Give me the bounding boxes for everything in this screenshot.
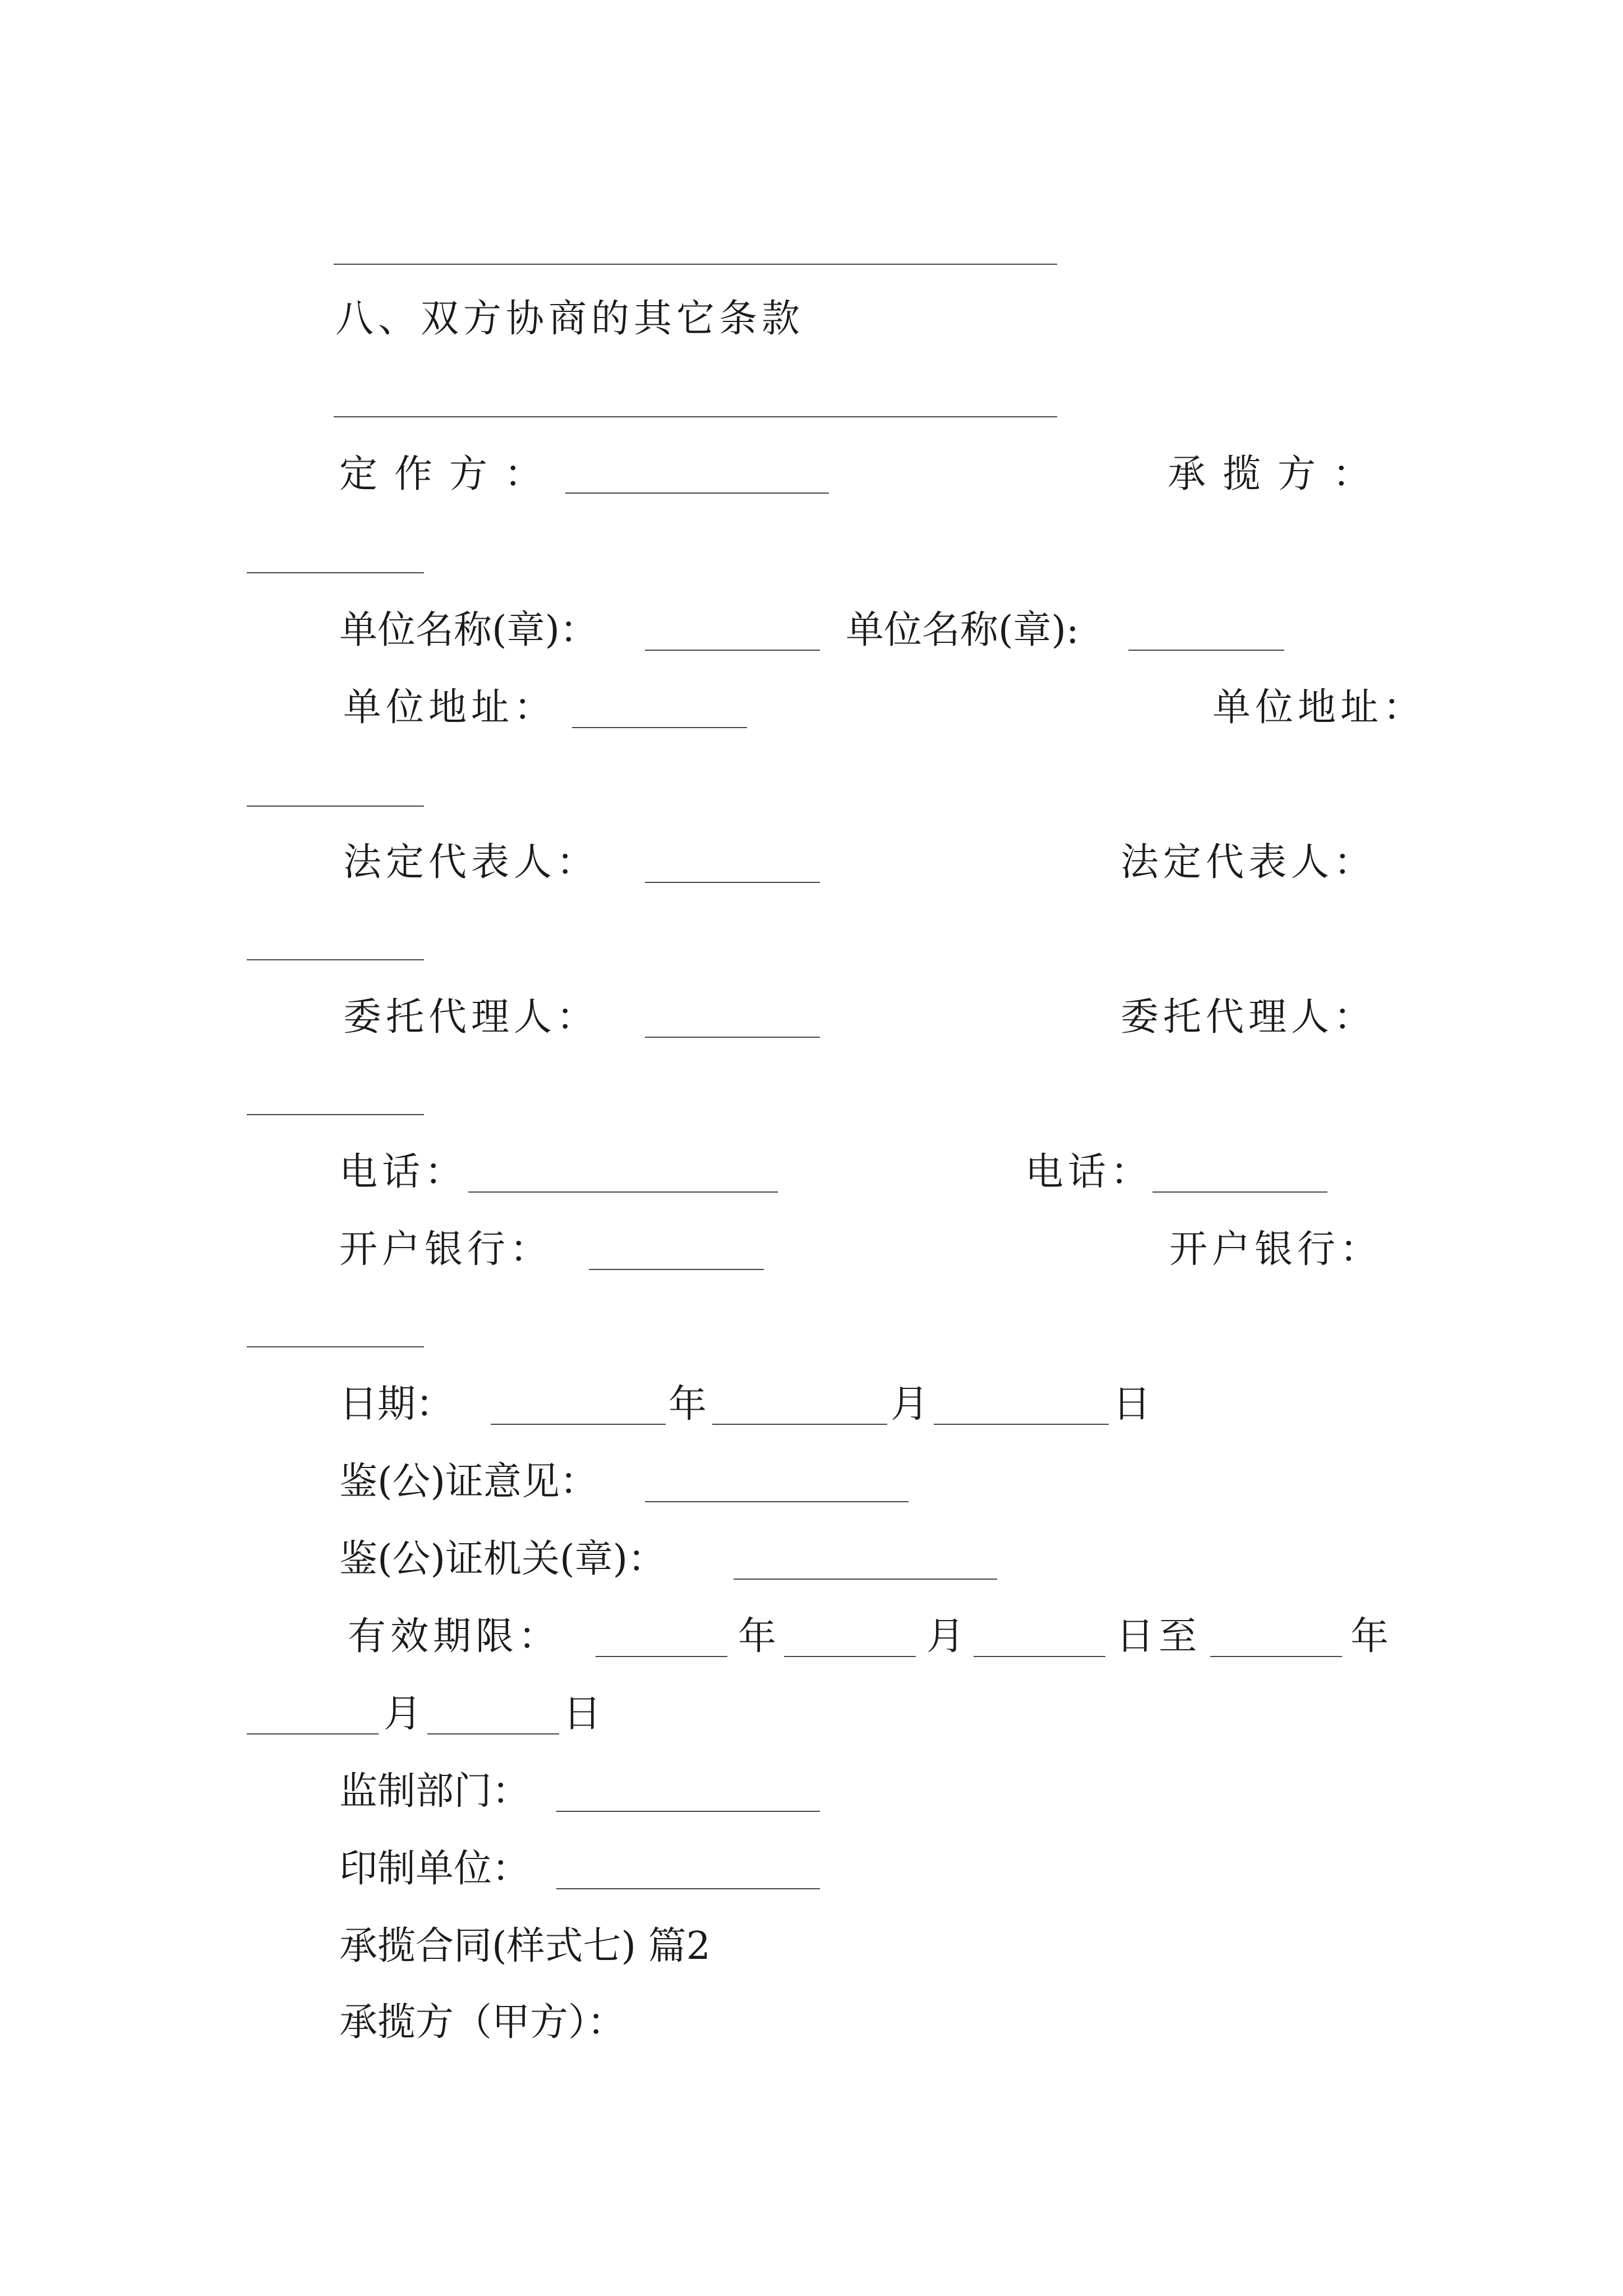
date-day-unit: 日 <box>1113 1382 1151 1427</box>
chapter-2-title: 承揽合同(样式七) 篇2 <box>339 1924 711 1968</box>
validity-month-blank[interactable] <box>784 1656 916 1657</box>
legal-rep-a-label: 法定代表人： <box>343 840 600 885</box>
party-b-label: 承揽方： <box>1168 452 1388 496</box>
phone-a-label: 电话： <box>339 1150 468 1194</box>
unit-name-a-blank[interactable] <box>645 650 820 651</box>
notary-opinion-label: 鉴(公)证意见： <box>339 1460 598 1504</box>
address-b-blank[interactable] <box>247 806 424 807</box>
party-jia-label: 承揽方（甲方）： <box>339 2000 626 2045</box>
unit-name-b-label: 单位名称(章): <box>846 608 1079 652</box>
agent-b-blank[interactable] <box>247 1114 424 1115</box>
printer-blank[interactable] <box>556 1888 820 1889</box>
bank-a-blank[interactable] <box>589 1269 764 1270</box>
clause-8-heading: 八、双方协商的其它条款 <box>335 297 805 341</box>
agent-a-blank[interactable] <box>645 1037 820 1038</box>
party-a-label: 定作方： <box>339 452 560 496</box>
address-a-label: 单位地址： <box>343 685 557 730</box>
notary-office-blank[interactable] <box>734 1579 997 1580</box>
validity-year2-unit: 年 <box>1350 1614 1389 1659</box>
agent-a-label: 委托代理人： <box>343 995 600 1039</box>
blank-line-top <box>334 264 1057 265</box>
validity-day2-blank[interactable] <box>427 1733 559 1734</box>
validity-day-blank[interactable] <box>974 1656 1105 1657</box>
date-month-blank[interactable] <box>712 1424 887 1425</box>
validity-day-to: 日至 <box>1116 1614 1202 1659</box>
supervisor-label: 监制部门： <box>339 1769 531 1814</box>
unit-name-a-label: 单位名称(章)： <box>339 608 598 652</box>
bank-b-blank[interactable] <box>247 1346 424 1347</box>
date-year-unit: 年 <box>668 1382 707 1427</box>
address-a-blank[interactable] <box>572 727 747 728</box>
phone-b-label: 电话： <box>1025 1150 1154 1194</box>
date-month-unit: 月 <box>891 1382 929 1427</box>
validity-day2-unit: 日 <box>563 1692 602 1736</box>
phone-a-blank[interactable] <box>468 1191 778 1193</box>
address-b-label: 单位地址： <box>1212 685 1426 730</box>
party-a-blank[interactable] <box>565 493 829 494</box>
legal-rep-a-blank[interactable] <box>645 882 820 883</box>
party-b-blank[interactable] <box>247 572 424 573</box>
phone-b-blank[interactable] <box>1152 1191 1327 1193</box>
date-day-blank[interactable] <box>934 1424 1109 1425</box>
legal-rep-b-label: 法定代表人： <box>1121 840 1377 885</box>
clause-8-blank <box>334 416 1057 417</box>
validity-label: 有效期限： <box>348 1614 561 1659</box>
validity-month2-blank[interactable] <box>247 1733 379 1734</box>
printer-label: 印制单位： <box>339 1847 531 1891</box>
legal-rep-b-blank[interactable] <box>247 959 424 960</box>
date-year-blank[interactable] <box>491 1424 666 1425</box>
validity-month-unit: 月 <box>926 1614 965 1659</box>
agent-b-label: 委托代理人： <box>1121 995 1377 1039</box>
notary-office-label: 鉴(公)证机关(章)： <box>339 1537 666 1581</box>
unit-name-b-blank[interactable] <box>1128 650 1284 651</box>
validity-year-blank[interactable] <box>596 1656 727 1657</box>
validity-year-unit: 年 <box>738 1614 777 1659</box>
supervisor-blank[interactable] <box>556 1811 820 1812</box>
date-label: 日期： <box>339 1382 454 1427</box>
validity-month2-unit: 月 <box>384 1692 422 1736</box>
validity-year2-blank[interactable] <box>1210 1656 1342 1657</box>
bank-b-label: 开户银行： <box>1169 1227 1383 1272</box>
bank-a-label: 开户银行： <box>339 1227 553 1272</box>
notary-opinion-blank[interactable] <box>645 1501 909 1502</box>
